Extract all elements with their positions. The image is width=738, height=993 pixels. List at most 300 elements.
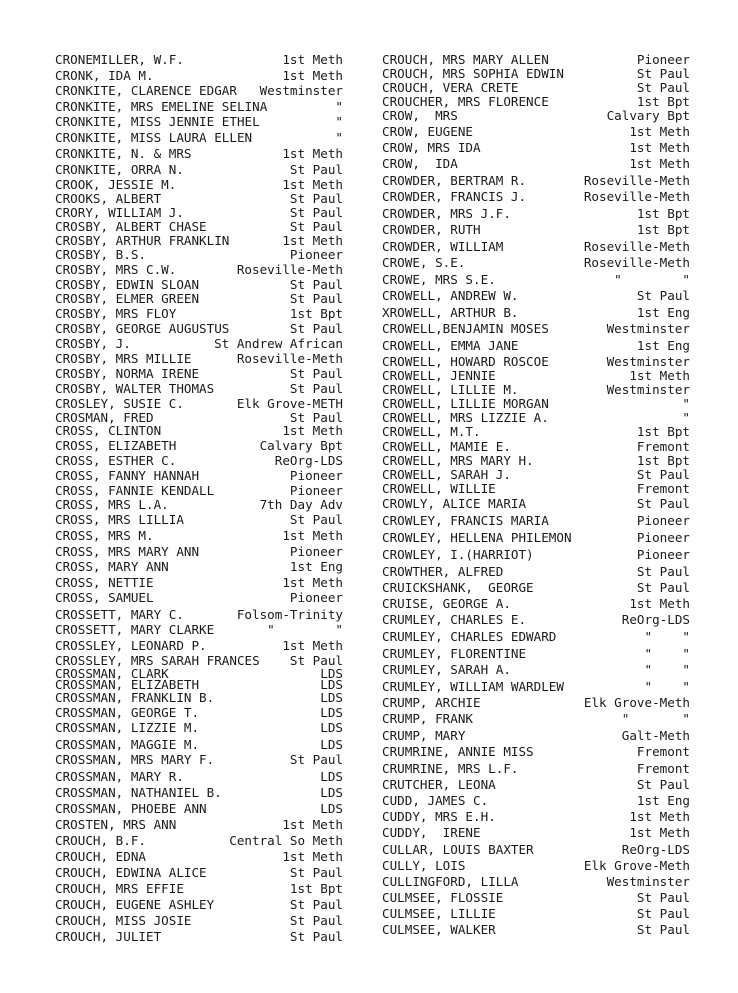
entry-affiliation: " " xyxy=(267,622,343,637)
entry-name: CRUMLEY, WILLIAM WARDLEW xyxy=(382,679,564,694)
entry-name: CRUMLEY, SARAH A. xyxy=(382,662,511,677)
entry-affiliation: " xyxy=(682,396,690,411)
entry-name: CRUMRINE, ANNIE MISS xyxy=(382,744,534,759)
register-entry xyxy=(382,906,690,922)
register-entry xyxy=(382,564,690,580)
entry-affiliation: Roseville-Meth xyxy=(583,239,690,254)
register-entry xyxy=(382,612,690,628)
entry-affiliation: 1st Meth xyxy=(282,177,343,192)
register-entry xyxy=(382,825,690,841)
entry-affiliation: LDS xyxy=(320,677,343,692)
entry-name: CRONK, IDA M. xyxy=(55,68,154,83)
register-entry xyxy=(55,897,343,913)
register-entry xyxy=(55,817,343,833)
entry-affiliation: 1st Bpt xyxy=(289,306,343,321)
register-entry xyxy=(55,291,343,307)
register-entry xyxy=(382,288,690,304)
entry-affiliation: St Paul xyxy=(636,906,690,921)
entry-affiliation: 1st Meth xyxy=(282,638,343,653)
entry-affiliation: Pioneer xyxy=(289,590,343,605)
register-entry xyxy=(382,338,690,354)
register-entry xyxy=(382,496,690,512)
entry-affiliation: LDS xyxy=(320,705,343,720)
register-entry xyxy=(55,559,343,575)
register-entry xyxy=(382,189,690,205)
entry-name: CROSS, FANNIE KENDALL xyxy=(55,483,215,498)
entry-affiliation: LDS xyxy=(320,720,343,735)
entry-name: CROSBY, WALTER THOMAS xyxy=(55,381,215,396)
register-entry xyxy=(382,173,690,189)
entry-name: CROOK, JESSIE M. xyxy=(55,177,177,192)
entry-name: CULLAR, LOUIS BAXTER xyxy=(382,842,534,857)
entry-name: CRONKITE, CLARENCE EDGAR xyxy=(55,83,237,98)
register-entry xyxy=(55,114,343,130)
entry-affiliation: LDS xyxy=(320,737,343,752)
entry-name: CROSSMAN, FRANKLIN B. xyxy=(55,690,215,705)
entry-affiliation: 1st Meth xyxy=(629,825,690,840)
entry-affiliation: Folsom-Trinity xyxy=(236,607,343,622)
entry-name: CROSBY, NORMA IRENE xyxy=(55,366,200,381)
register-entry xyxy=(382,858,690,874)
entry-affiliation: 1st Meth xyxy=(629,596,690,611)
register-entry xyxy=(55,528,343,544)
entry-affiliation: " " xyxy=(644,662,690,677)
entry-affiliation: St Paul xyxy=(289,366,343,381)
entry-affiliation: Pioneer xyxy=(289,468,343,483)
entry-name: CRONKITE, MRS EMELINE SELINA xyxy=(55,99,268,114)
entry-name: CROWELL, M.T. xyxy=(382,424,481,439)
register-entry xyxy=(55,83,343,99)
entry-affiliation: " " xyxy=(644,646,690,661)
entry-name: CROWELL, JENNIE xyxy=(382,368,496,383)
entry-name: CROUCH, JULIET xyxy=(55,929,162,944)
entry-affiliation: Calvary Bpt xyxy=(606,108,690,123)
entry-name: CROW, MRS IDA xyxy=(382,140,481,155)
register-entry xyxy=(382,239,690,255)
register-entry xyxy=(382,222,690,238)
entry-affiliation: St Paul xyxy=(289,191,343,206)
register-entry xyxy=(382,272,690,288)
entry-name: CRORY, WILLIAM J. xyxy=(55,205,184,220)
register-entry xyxy=(382,761,690,777)
register-entry xyxy=(55,262,343,278)
entry-affiliation: St Paul xyxy=(289,277,343,292)
register-entry xyxy=(382,124,690,140)
entry-name: CROSBY, MRS MILLIE xyxy=(55,351,192,366)
entry-name: CROSS, SAMUEL xyxy=(55,590,154,605)
entry-name: CROSSETT, MARY CLARKE xyxy=(55,622,215,637)
entry-affiliation: St Andrew African xyxy=(214,336,343,351)
entry-name: CROSSMAN, CLARK xyxy=(55,666,169,681)
register-entry xyxy=(55,321,343,337)
entry-name: CROUCH, MRS SOPHIA EDWIN xyxy=(382,66,564,81)
entry-name: CROUCHER, MRS FLORENCE xyxy=(382,94,549,109)
entry-affiliation: St Paul xyxy=(289,162,343,177)
entry-affiliation: Galt-Meth xyxy=(621,728,690,743)
entry-name: CROWE, S.E. xyxy=(382,255,466,270)
entry-affiliation: Fremont xyxy=(636,481,690,496)
register-entry xyxy=(55,690,343,706)
entry-affiliation: St Paul xyxy=(289,897,343,912)
entry-affiliation: 1st Meth xyxy=(282,146,343,161)
entry-affiliation: Fremont xyxy=(636,761,690,776)
entry-name: CROWLEY, I.(HARRIOT) xyxy=(382,547,534,562)
register-entry xyxy=(382,547,690,563)
register-entry xyxy=(55,497,343,513)
register-entry xyxy=(55,865,343,881)
entry-name: CROSSMAN, GEORGE T. xyxy=(55,705,200,720)
entry-name: CRONKITE, N. & MRS xyxy=(55,146,192,161)
entry-name: CROUCH, B.F. xyxy=(55,833,146,848)
entry-affiliation: St Paul xyxy=(289,913,343,928)
register-entry xyxy=(382,530,690,546)
register-entry xyxy=(55,752,343,768)
entry-name: CROSS, MRS L.A. xyxy=(55,497,169,512)
entry-affiliation: Pioneer xyxy=(636,513,690,528)
entry-name: CULMSEE, FLOSSIE xyxy=(382,890,504,905)
entry-name: CROSSLEY, MRS SARAH FRANCES xyxy=(55,653,260,668)
entry-name: CROWDER, RUTH xyxy=(382,222,481,237)
entry-name: CROW, MRS xyxy=(382,108,458,123)
register-entry xyxy=(55,929,343,945)
entry-affiliation: Roseville-Meth xyxy=(236,262,343,277)
register-entry xyxy=(382,481,690,497)
entry-name: CROWDER, WILLIAM xyxy=(382,239,504,254)
register-entry xyxy=(382,580,690,596)
register-entry xyxy=(55,849,343,865)
entry-name: CROW, IDA xyxy=(382,156,458,171)
entry-name: CROWELL, MRS MARY H. xyxy=(382,453,534,468)
entry-affiliation: Westminster xyxy=(606,382,690,397)
entry-name: CROWELL,BENJAMIN MOSES xyxy=(382,321,549,336)
entry-name: CROSSMAN, MARY R. xyxy=(55,769,184,784)
entry-affiliation: St Paul xyxy=(636,922,690,937)
entry-affiliation: Pioneer xyxy=(636,52,690,67)
entry-affiliation: LDS xyxy=(320,801,343,816)
register-entry xyxy=(55,162,343,178)
entry-name: CRONKITE, MISS JENNIE ETHEL xyxy=(55,114,260,129)
entry-name: CRUMLEY, FLORENTINE xyxy=(382,646,527,661)
entry-name: CRUMP, FRANK xyxy=(382,711,473,726)
entry-name: CROSBY, ELMER GREEN xyxy=(55,291,200,306)
entry-affiliation: 1st Meth xyxy=(629,809,690,824)
register-entry xyxy=(382,728,690,744)
register-entry xyxy=(382,842,690,858)
entry-name: CROSSMAN, MRS MARY F. xyxy=(55,752,215,767)
entry-affiliation: 1st Meth xyxy=(629,156,690,171)
entry-name: CROSBY, EDWIN SLOAN xyxy=(55,277,200,292)
entry-affiliation: Roseville-Meth xyxy=(583,173,690,188)
register-entry xyxy=(382,108,690,124)
register-entry xyxy=(382,695,690,711)
entry-name: CROUCH, MRS EFFIE xyxy=(55,881,184,896)
entry-name: CRUMLEY, CHARLES EDWARD xyxy=(382,629,557,644)
entry-name: CROUCH, EDWINA ALICE xyxy=(55,865,207,880)
entry-affiliation: St Paul xyxy=(289,653,343,668)
register-entry xyxy=(55,512,343,528)
register-entry xyxy=(55,801,343,817)
entry-affiliation: 1st Meth xyxy=(629,368,690,383)
entry-name: CUDDY, IRENE xyxy=(382,825,481,840)
entry-name: CULMSEE, LILLIE xyxy=(382,906,496,921)
entry-name: CROSS, MARY ANN xyxy=(55,559,169,574)
entry-name: CROWELL, WILLIE xyxy=(382,481,496,496)
entry-affiliation: St Paul xyxy=(636,580,690,595)
entry-affiliation: St Paul xyxy=(289,929,343,944)
entry-affiliation: 1st Bpt xyxy=(636,206,690,221)
entry-affiliation: 1st Bpt xyxy=(289,881,343,896)
register-entry xyxy=(382,156,690,172)
entry-name: CROWELL, HOWARD ROSCOE xyxy=(382,354,549,369)
register-entry xyxy=(55,351,343,367)
entry-affiliation: ReOrg-LDS xyxy=(621,842,690,857)
entry-affiliation: Elk Grove-Meth xyxy=(583,695,690,710)
register-entry xyxy=(55,607,343,623)
entry-affiliation: St Paul xyxy=(636,496,690,511)
register-entry xyxy=(55,468,343,484)
entry-name: CROWLY, ALICE MARIA xyxy=(382,496,527,511)
entry-name: CROSSMAN, PHOEBE ANN xyxy=(55,801,207,816)
entry-name: CRUICKSHANK, GEORGE xyxy=(382,580,534,595)
register-entry xyxy=(55,423,343,439)
register-entry xyxy=(55,705,343,721)
entry-affiliation: " " xyxy=(621,711,690,726)
entry-affiliation: Roseville-Meth xyxy=(583,189,690,204)
register-entry xyxy=(382,777,690,793)
register-entry xyxy=(382,255,690,271)
entry-affiliation: 1st Meth xyxy=(282,528,343,543)
register-entry xyxy=(382,629,690,645)
entry-affiliation: 1st Meth xyxy=(282,233,343,248)
entry-affiliation: St Paul xyxy=(289,410,343,425)
register-entry xyxy=(382,874,690,890)
register-entry xyxy=(55,913,343,929)
entry-name: CROSBY, GEORGE AUGUSTUS xyxy=(55,321,230,336)
entry-name: CROSBY, ALBERT CHASE xyxy=(55,219,207,234)
entry-affiliation: 1st Eng xyxy=(636,305,690,320)
entry-name: CROWELL, SARAH J. xyxy=(382,467,511,482)
register-entry xyxy=(55,590,343,606)
register-entry xyxy=(55,833,343,849)
entry-name: CROSSLEY, LEONARD P. xyxy=(55,638,207,653)
entry-name: CROUCH, EDNA xyxy=(55,849,146,864)
register-entry xyxy=(382,596,690,612)
entry-name: CRUTCHER, LEONA xyxy=(382,777,496,792)
register-entry xyxy=(382,206,690,222)
entry-affiliation: " xyxy=(335,130,343,145)
entry-name: CROOKS, ALBERT xyxy=(55,191,162,206)
register-entry xyxy=(55,737,343,753)
entry-affiliation: LDS xyxy=(320,690,343,705)
entry-name: CROSBY, ARTHUR FRANKLIN xyxy=(55,233,230,248)
entry-affiliation: Elk Grove-METH xyxy=(236,396,343,411)
entry-name: CROWLEY, FRANCIS MARIA xyxy=(382,513,549,528)
entry-affiliation: Roseville-Meth xyxy=(583,255,690,270)
entry-name: CROWELL, MRS LIZZIE A. xyxy=(382,410,549,425)
register-entry xyxy=(55,575,343,591)
entry-affiliation: Westminster xyxy=(606,354,690,369)
entry-affiliation: " " xyxy=(614,272,690,287)
entry-affiliation: " " xyxy=(644,629,690,644)
entry-name: CROWDER, FRANCIS J. xyxy=(382,189,527,204)
entry-affiliation: St Paul xyxy=(636,564,690,579)
entry-name: CROSBY, J. xyxy=(55,336,131,351)
entry-affiliation: Calvary Bpt xyxy=(259,438,343,453)
entry-name: CROUCH, EUGENE ASHLEY xyxy=(55,897,215,912)
entry-affiliation: St Paul xyxy=(289,865,343,880)
entry-name: CROSS, ELIZABETH xyxy=(55,438,177,453)
entry-name: CULMSEE, WALKER xyxy=(382,922,496,937)
register-entry xyxy=(55,544,343,560)
entry-affiliation: 7th Day Adv xyxy=(259,497,343,512)
entry-affiliation: " xyxy=(335,114,343,129)
register-entry xyxy=(382,305,690,321)
entry-affiliation: St Paul xyxy=(289,219,343,234)
entry-name: CULLINGFORD, LILLA xyxy=(382,874,519,889)
register-entry xyxy=(55,146,343,162)
entry-name: CROSTEN, MRS ANN xyxy=(55,817,177,832)
entry-affiliation: LDS xyxy=(320,769,343,784)
entry-affiliation: 1st Meth xyxy=(629,140,690,155)
register-entry xyxy=(382,679,690,695)
register-entry xyxy=(382,424,690,440)
entry-name: CRUMRINE, MRS L.F. xyxy=(382,761,519,776)
register-entry xyxy=(382,321,690,337)
register-entry xyxy=(55,438,343,454)
entry-affiliation: Central So Meth xyxy=(229,833,343,848)
entry-affiliation: " xyxy=(682,410,690,425)
entry-affiliation: 1st Meth xyxy=(282,817,343,832)
entry-affiliation: 1st Bpt xyxy=(636,424,690,439)
entry-name: CROWLEY, HELLENA PHILEMON xyxy=(382,530,572,545)
entry-name: CRUMP, ARCHIE xyxy=(382,695,481,710)
register-entry xyxy=(382,744,690,760)
register-entry xyxy=(55,366,343,382)
entry-name: CROUCH, MRS MARY ALLEN xyxy=(382,52,549,67)
entry-affiliation: Pioneer xyxy=(289,247,343,262)
entry-affiliation: St Paul xyxy=(289,752,343,767)
entry-name: CROSS, MRS LILLIA xyxy=(55,512,184,527)
entry-affiliation: Pioneer xyxy=(636,530,690,545)
entry-affiliation: LDS xyxy=(320,666,343,681)
entry-name: CRUISE, GEORGE A. xyxy=(382,596,511,611)
entry-name: CROSS, CLINTON xyxy=(55,423,162,438)
entry-affiliation: St Paul xyxy=(636,288,690,303)
register-entry xyxy=(55,622,343,638)
entry-affiliation: LDS xyxy=(320,785,343,800)
entry-affiliation: 1st Meth xyxy=(629,124,690,139)
entry-affiliation: Roseville-Meth xyxy=(236,351,343,366)
entry-affiliation: 1st Bpt xyxy=(636,94,690,109)
entry-affiliation: St Paul xyxy=(289,291,343,306)
register-entry xyxy=(55,881,343,897)
entry-affiliation: St Paul xyxy=(289,321,343,336)
entry-affiliation: St Paul xyxy=(636,467,690,482)
entry-affiliation: Elk Grove-Meth xyxy=(583,858,690,873)
entry-name: CROSSETT, MARY C. xyxy=(55,607,184,622)
entry-name: CRUMP, MARY xyxy=(382,728,466,743)
entry-affiliation: Westminster xyxy=(606,874,690,889)
entry-name: CROSSMAN, ELIZABETH xyxy=(55,677,200,692)
entry-affiliation: ReOrg-LDS xyxy=(621,612,690,627)
entry-name: CROSS, ESTHER C. xyxy=(55,453,177,468)
register-entry xyxy=(55,336,343,352)
entry-name: CROW, EUGENE xyxy=(382,124,473,139)
entry-affiliation: Westminster xyxy=(259,83,343,98)
entry-name: CROWELL, MAMIE E. xyxy=(382,439,511,454)
entry-affiliation: 1st Meth xyxy=(282,68,343,83)
register-entry xyxy=(55,68,343,84)
entry-affiliation: Pioneer xyxy=(289,483,343,498)
entry-affiliation: 1st Eng xyxy=(636,793,690,808)
entry-affiliation: St Paul xyxy=(289,205,343,220)
register-entry xyxy=(382,793,690,809)
register-entry xyxy=(55,769,343,785)
entry-name: CROWTHER, ALFRED xyxy=(382,564,504,579)
entry-name: CROWE, MRS S.E. xyxy=(382,272,496,287)
register-entry xyxy=(55,381,343,397)
register-entry xyxy=(55,306,343,322)
entry-name: CROSSMAN, LIZZIE M. xyxy=(55,720,200,735)
entry-name: CROSSMAN, MAGGIE M. xyxy=(55,737,200,752)
entry-name: CUDD, JAMES C. xyxy=(382,793,489,808)
register-entry xyxy=(55,720,343,736)
register-entry xyxy=(382,711,690,727)
entry-affiliation: Westminster xyxy=(606,321,690,336)
entry-affiliation: Fremont xyxy=(636,439,690,454)
entry-affiliation: St Paul xyxy=(289,381,343,396)
register-entry xyxy=(382,809,690,825)
entry-name: CROUCH, VERA CRETE xyxy=(382,80,519,95)
entry-affiliation: St Paul xyxy=(636,80,690,95)
entry-name: CRONEMILLER, W.F. xyxy=(55,52,184,67)
entry-affiliation: Pioneer xyxy=(289,544,343,559)
register-entry xyxy=(382,513,690,529)
entry-name: CROWELL, LILLIE MORGAN xyxy=(382,396,549,411)
entry-affiliation: St Paul xyxy=(636,777,690,792)
entry-name: CROWELL, EMMA JANE xyxy=(382,338,519,353)
entry-name: CROSS, MRS MARY ANN xyxy=(55,544,200,559)
register-entry xyxy=(382,922,690,938)
entry-name: CROUCH, MISS JOSIE xyxy=(55,913,192,928)
entry-name: CROWDER, BERTRAM R. xyxy=(382,173,527,188)
entry-name: CROSLEY, SUSIE C. xyxy=(55,396,184,411)
register-entry xyxy=(55,52,343,68)
entry-name: CRUMLEY, CHARLES E. xyxy=(382,612,527,627)
register-entry xyxy=(55,99,343,115)
entry-affiliation: 1st Meth xyxy=(282,423,343,438)
register-entry xyxy=(55,638,343,654)
entry-affiliation: St Paul xyxy=(636,66,690,81)
register-entry xyxy=(382,890,690,906)
entry-name: CROSBY, MRS C.W. xyxy=(55,262,177,277)
entry-name: CROSBY, B.S. xyxy=(55,247,146,262)
entry-affiliation: 1st Bpt xyxy=(636,222,690,237)
entry-name: CROSSMAN, NATHANIEL B. xyxy=(55,785,222,800)
entry-name: CROWELL, LILLIE M. xyxy=(382,382,519,397)
register-entry xyxy=(382,662,690,678)
entry-affiliation: St Paul xyxy=(636,890,690,905)
entry-affiliation: " xyxy=(335,99,343,114)
entry-name: XROWELL, ARTHUR B. xyxy=(382,305,519,320)
entry-affiliation: 1st Eng xyxy=(289,559,343,574)
entry-name: CROSS, FANNY HANNAH xyxy=(55,468,200,483)
entry-name: CROWDER, MRS J.F. xyxy=(382,206,511,221)
register-entry xyxy=(382,646,690,662)
entry-affiliation: 1st Meth xyxy=(282,575,343,590)
entry-name: CROSBY, MRS FLOY xyxy=(55,306,177,321)
register-entry xyxy=(382,140,690,156)
